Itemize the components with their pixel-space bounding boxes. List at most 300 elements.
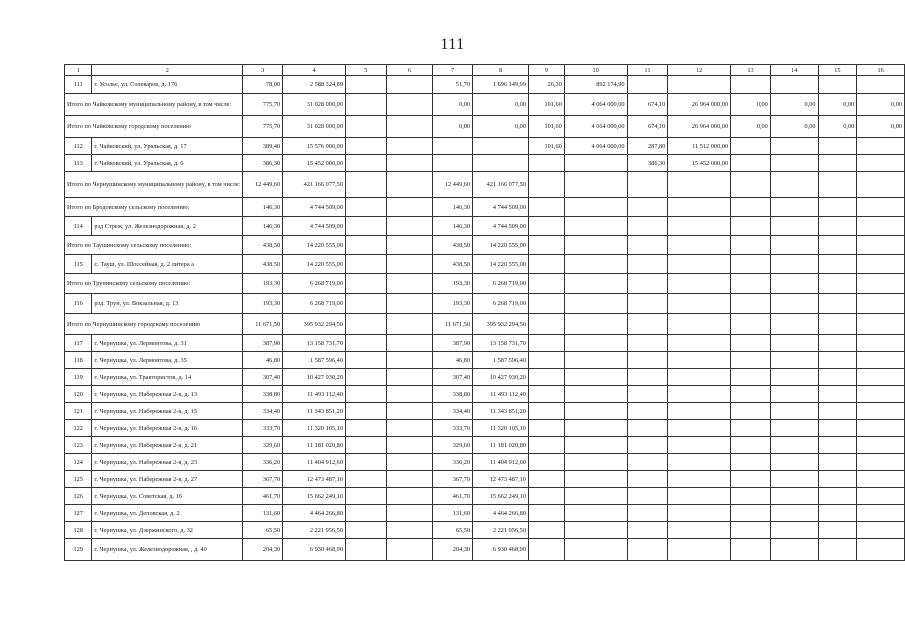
- value-cell: [627, 335, 668, 352]
- value-cell: [564, 386, 627, 403]
- address-cell: рзд. Трун, ул. Вокзальная, д. 13: [92, 294, 243, 314]
- address-cell: г. Чернушка, ул. Трактористов, д. 14: [92, 369, 243, 386]
- value-cell: [731, 76, 771, 94]
- value-cell: 146,30: [433, 217, 473, 236]
- value-cell: [668, 217, 731, 236]
- value-cell: 287,80: [627, 138, 668, 155]
- column-number-cell: 9: [528, 65, 564, 76]
- value-cell: [857, 76, 905, 94]
- value-cell: [770, 539, 818, 561]
- value-cell: [528, 471, 564, 488]
- value-cell: [857, 403, 905, 420]
- value-cell: 307,40: [433, 369, 473, 386]
- value-cell: 13 158 731,70: [473, 335, 529, 352]
- value-cell: [668, 274, 731, 294]
- value-cell: [731, 138, 771, 155]
- value-cell: 15 452 000,00: [668, 155, 731, 172]
- value-cell: [528, 198, 564, 217]
- value-cell: 307,40: [243, 369, 283, 386]
- value-cell: [731, 155, 771, 172]
- column-number-cell: 11: [627, 65, 668, 76]
- value-cell: [345, 294, 386, 314]
- value-cell: 15 662 249,10: [473, 488, 529, 505]
- value-cell: [770, 274, 818, 294]
- value-cell: [528, 522, 564, 539]
- value-cell: [627, 522, 668, 539]
- value-cell: [818, 217, 857, 236]
- value-cell: [564, 314, 627, 335]
- value-cell: [627, 386, 668, 403]
- value-cell: [345, 488, 386, 505]
- value-cell: [770, 138, 818, 155]
- value-cell: [528, 488, 564, 505]
- value-cell: [564, 255, 627, 274]
- address-cell: г. Чернушка, ул. Деповская, д. 2: [92, 505, 243, 522]
- value-cell: 438,50: [433, 236, 473, 255]
- value-cell: [473, 138, 529, 155]
- value-cell: 6 268 719,00: [473, 294, 529, 314]
- value-cell: 421 166 077,50: [473, 172, 529, 198]
- value-cell: [345, 386, 386, 403]
- value-cell: [818, 172, 857, 198]
- value-cell: [345, 335, 386, 352]
- value-cell: [818, 471, 857, 488]
- value-cell: 0,00: [770, 94, 818, 116]
- value-cell: 4 064 000,00: [564, 138, 627, 155]
- table-row: [65, 294, 905, 314]
- value-cell: 775,70: [243, 94, 283, 116]
- subtotal-label: Итого по Бродовскому сельскому поселению:: [65, 198, 243, 217]
- column-number-cell: 13: [731, 65, 771, 76]
- column-number-cell: 14: [770, 65, 818, 76]
- value-cell: [818, 138, 857, 155]
- row-number: 111: [65, 76, 92, 94]
- value-cell: [668, 352, 731, 369]
- value-cell: 4 464 266,80: [473, 505, 529, 522]
- value-cell: [564, 505, 627, 522]
- subtotal-label: Итого по Чернушинскому муниципальному району, в том числе:: [65, 172, 243, 198]
- value-cell: [627, 505, 668, 522]
- value-cell: [528, 155, 564, 172]
- value-cell: [731, 505, 771, 522]
- value-cell: [857, 294, 905, 314]
- value-cell: [731, 403, 771, 420]
- value-cell: 14 220 555,00: [473, 236, 529, 255]
- value-cell: [564, 454, 627, 471]
- value-cell: [857, 454, 905, 471]
- value-cell: [627, 76, 668, 94]
- value-cell: [770, 217, 818, 236]
- value-cell: [386, 454, 433, 471]
- table-row: [65, 352, 905, 369]
- value-cell: 389,40: [243, 138, 283, 155]
- value-cell: [345, 437, 386, 454]
- table-row: [65, 217, 905, 236]
- column-number-cell: 8: [473, 65, 529, 76]
- value-cell: [857, 471, 905, 488]
- value-cell: [818, 488, 857, 505]
- address-cell: г. Чернушка, ул. Железнодорожная, , д. 40: [92, 539, 243, 561]
- value-cell: [528, 255, 564, 274]
- subtotal-row: [65, 94, 905, 116]
- value-cell: [433, 155, 473, 172]
- value-cell: 674,10: [627, 94, 668, 116]
- row-number: 122: [65, 420, 92, 437]
- value-cell: 46,80: [243, 352, 283, 369]
- value-cell: 11 343 851,20: [283, 403, 346, 420]
- address-cell: г. Чернушка, ул. Лермонтова, д. 31: [92, 335, 243, 352]
- value-cell: [770, 236, 818, 255]
- value-cell: [528, 505, 564, 522]
- value-cell: [770, 488, 818, 505]
- value-cell: [857, 236, 905, 255]
- value-cell: [564, 539, 627, 561]
- value-cell: [345, 236, 386, 255]
- value-cell: [818, 352, 857, 369]
- value-cell: 4 464 266,80: [283, 505, 346, 522]
- row-number: 127: [65, 505, 92, 522]
- value-cell: 4 744 509,00: [473, 217, 529, 236]
- column-number-cell: 5: [345, 65, 386, 76]
- value-cell: [818, 505, 857, 522]
- value-cell: [345, 217, 386, 236]
- address-cell: г. Чернушка, ул. Набережная 2-я, д. 13: [92, 386, 243, 403]
- column-number-row: [65, 65, 905, 76]
- value-cell: 146,30: [243, 217, 283, 236]
- value-cell: [345, 76, 386, 94]
- value-cell: [564, 403, 627, 420]
- value-cell: [627, 217, 668, 236]
- value-cell: 775,70: [243, 116, 283, 138]
- page-number: 111: [440, 36, 465, 53]
- value-cell: [668, 505, 731, 522]
- value-cell: 386,30: [627, 155, 668, 172]
- value-cell: 193,30: [243, 274, 283, 294]
- value-cell: 11 493 112,40: [473, 386, 529, 403]
- value-cell: [345, 471, 386, 488]
- value-cell: [731, 172, 771, 198]
- row-number: 114: [65, 217, 92, 236]
- value-cell: [857, 314, 905, 335]
- value-cell: [857, 488, 905, 505]
- table-row: [65, 403, 905, 420]
- value-cell: 193,30: [433, 274, 473, 294]
- address-cell: г. Чернушка, ул. Набережная 2-я, д. 16: [92, 420, 243, 437]
- value-cell: 101,60: [528, 138, 564, 155]
- housing-program-table: [64, 64, 905, 561]
- value-cell: [528, 437, 564, 454]
- value-cell: [731, 471, 771, 488]
- address-cell: г. Чернушка, ул. Набережная 2-я, д. 21: [92, 437, 243, 454]
- value-cell: 6 930 468,90: [473, 539, 529, 561]
- value-cell: [731, 420, 771, 437]
- value-cell: [731, 386, 771, 403]
- value-cell: [528, 539, 564, 561]
- value-cell: [857, 155, 905, 172]
- value-cell: [627, 488, 668, 505]
- table-row: [65, 255, 905, 274]
- value-cell: [386, 522, 433, 539]
- table-row: [65, 471, 905, 488]
- value-cell: 11 181 020,80: [283, 437, 346, 454]
- row-number: 116: [65, 294, 92, 314]
- value-cell: [857, 522, 905, 539]
- value-cell: [770, 198, 818, 217]
- value-cell: 329,60: [433, 437, 473, 454]
- value-cell: [386, 76, 433, 94]
- value-cell: [528, 386, 564, 403]
- value-cell: [857, 369, 905, 386]
- value-cell: [818, 420, 857, 437]
- value-cell: 1 696 149,99: [473, 76, 529, 94]
- value-cell: [627, 471, 668, 488]
- value-cell: [564, 155, 627, 172]
- value-cell: [627, 255, 668, 274]
- value-cell: [627, 437, 668, 454]
- value-cell: 10 427 930,20: [283, 369, 346, 386]
- value-cell: [386, 352, 433, 369]
- value-cell: 46,80: [433, 352, 473, 369]
- value-cell: [345, 138, 386, 155]
- value-cell: [627, 172, 668, 198]
- value-cell: [345, 198, 386, 217]
- value-cell: [818, 386, 857, 403]
- value-cell: [731, 236, 771, 255]
- value-cell: 2 221 956,50: [283, 522, 346, 539]
- value-cell: [731, 274, 771, 294]
- value-cell: [857, 274, 905, 294]
- value-cell: 2 221 956,50: [473, 522, 529, 539]
- table-row: [65, 505, 905, 522]
- row-number: 125: [65, 471, 92, 488]
- value-cell: [564, 198, 627, 217]
- value-cell: 193,30: [433, 294, 473, 314]
- value-cell: [345, 255, 386, 274]
- value-cell: [386, 217, 433, 236]
- value-cell: [857, 420, 905, 437]
- address-cell: г. Чайковский, ул. Уральская, д. 17: [92, 138, 243, 155]
- address-cell: г. Чернушка, ул. Набережная 2-я, д. 23: [92, 454, 243, 471]
- subtotal-row: [65, 236, 905, 255]
- value-cell: [528, 403, 564, 420]
- value-cell: 11 671,50: [433, 314, 473, 335]
- value-cell: 11 320 105,10: [473, 420, 529, 437]
- value-cell: [386, 314, 433, 335]
- value-cell: [818, 76, 857, 94]
- value-cell: [564, 522, 627, 539]
- value-cell: 193,30: [243, 294, 283, 314]
- value-cell: [668, 255, 731, 274]
- value-cell: 336,20: [433, 454, 473, 471]
- value-cell: [345, 94, 386, 116]
- table-row: [65, 437, 905, 454]
- value-cell: 438,50: [243, 236, 283, 255]
- table-row: [65, 76, 905, 94]
- value-cell: [564, 437, 627, 454]
- value-cell: 334,40: [433, 403, 473, 420]
- value-cell: 329,60: [243, 437, 283, 454]
- value-cell: [345, 172, 386, 198]
- value-cell: 204,30: [433, 539, 473, 561]
- value-cell: [668, 471, 731, 488]
- value-cell: [564, 217, 627, 236]
- subtotal-row: [65, 274, 905, 294]
- value-cell: [818, 198, 857, 217]
- value-cell: 1 587 596,40: [283, 352, 346, 369]
- value-cell: [770, 369, 818, 386]
- row-number: 129: [65, 539, 92, 561]
- value-cell: [857, 198, 905, 217]
- value-cell: [386, 420, 433, 437]
- value-cell: [668, 454, 731, 471]
- subtotal-row: [65, 314, 905, 335]
- value-cell: 11 181 020,80: [473, 437, 529, 454]
- value-cell: [668, 403, 731, 420]
- value-cell: 2 588 324,89: [283, 76, 346, 94]
- value-cell: 15 662 249,10: [283, 488, 346, 505]
- value-cell: [345, 274, 386, 294]
- value-cell: [386, 274, 433, 294]
- value-cell: [345, 403, 386, 420]
- value-cell: 14 220 555,00: [283, 236, 346, 255]
- value-cell: 395 932 294,50: [473, 314, 529, 335]
- value-cell: 6 268 719,00: [473, 274, 529, 294]
- value-cell: 0,00: [473, 116, 529, 138]
- value-cell: [770, 314, 818, 335]
- value-cell: 333,70: [243, 420, 283, 437]
- value-cell: [818, 437, 857, 454]
- value-cell: [731, 539, 771, 561]
- value-cell: 421 166 077,50: [283, 172, 346, 198]
- table-row: [65, 454, 905, 471]
- value-cell: 11 493 112,40: [283, 386, 346, 403]
- address-cell: г. Усолье, ул. Солеваров, д. 176: [92, 76, 243, 94]
- value-cell: [668, 539, 731, 561]
- subtotal-label: Итого по Чайковскому городскому поселению: [65, 116, 243, 138]
- value-cell: 892 174,90: [564, 76, 627, 94]
- value-cell: [345, 420, 386, 437]
- column-number-cell: 3: [243, 65, 283, 76]
- value-cell: 15 452 000,00: [283, 155, 346, 172]
- address-cell: г. Чернушка, ул. Советская, д. 16: [92, 488, 243, 505]
- table-row: [65, 335, 905, 352]
- address-cell: г. Чернушка, ул. Дзержинского, д. 32: [92, 522, 243, 539]
- value-cell: [386, 138, 433, 155]
- value-cell: [668, 335, 731, 352]
- value-cell: 0,00: [433, 94, 473, 116]
- value-cell: 65,50: [433, 522, 473, 539]
- value-cell: [627, 274, 668, 294]
- value-cell: [345, 314, 386, 335]
- value-cell: [627, 539, 668, 561]
- value-cell: [627, 352, 668, 369]
- table-row: [65, 386, 905, 403]
- value-cell: 14 220 555,00: [283, 255, 346, 274]
- value-cell: [818, 335, 857, 352]
- value-cell: [770, 420, 818, 437]
- value-cell: 31 028 000,00: [283, 94, 346, 116]
- value-cell: [386, 488, 433, 505]
- value-cell: [731, 335, 771, 352]
- table-row: [65, 369, 905, 386]
- value-cell: [433, 138, 473, 155]
- row-number: 117: [65, 335, 92, 352]
- value-cell: [564, 335, 627, 352]
- column-number-cell: 15: [818, 65, 857, 76]
- value-cell: [818, 539, 857, 561]
- value-cell: [731, 437, 771, 454]
- value-cell: [668, 314, 731, 335]
- value-cell: 0,00: [818, 116, 857, 138]
- column-number-cell: 1: [65, 65, 92, 76]
- value-cell: 0,00: [857, 94, 905, 116]
- value-cell: 11 320 105,10: [283, 420, 346, 437]
- value-cell: [731, 294, 771, 314]
- value-cell: [528, 420, 564, 437]
- value-cell: 461,70: [243, 488, 283, 505]
- row-number: 112: [65, 138, 92, 155]
- value-cell: [770, 255, 818, 274]
- value-cell: [386, 116, 433, 138]
- value-cell: 461,70: [433, 488, 473, 505]
- value-cell: 10 427 930,20: [473, 369, 529, 386]
- value-cell: [857, 386, 905, 403]
- address-cell: г. Чайковский, ул. Уральская, д. 6: [92, 155, 243, 172]
- value-cell: [731, 198, 771, 217]
- value-cell: 367,70: [243, 471, 283, 488]
- table-row: [65, 420, 905, 437]
- value-cell: [564, 352, 627, 369]
- value-cell: 674,10: [627, 116, 668, 138]
- value-cell: [668, 420, 731, 437]
- table-row: [65, 539, 905, 561]
- value-cell: [668, 386, 731, 403]
- value-cell: [770, 76, 818, 94]
- value-cell: [528, 294, 564, 314]
- value-cell: [528, 236, 564, 255]
- value-cell: [668, 488, 731, 505]
- row-number: 121: [65, 403, 92, 420]
- value-cell: [731, 217, 771, 236]
- value-cell: 0,00: [770, 116, 818, 138]
- value-cell: [668, 294, 731, 314]
- value-cell: [731, 488, 771, 505]
- value-cell: [564, 172, 627, 198]
- value-cell: [627, 454, 668, 471]
- row-number: 115: [65, 255, 92, 274]
- value-cell: [770, 352, 818, 369]
- value-cell: [857, 505, 905, 522]
- value-cell: 438,50: [243, 255, 283, 274]
- value-cell: 12 449,60: [243, 172, 283, 198]
- value-cell: [731, 352, 771, 369]
- value-cell: 0,00: [731, 116, 771, 138]
- value-cell: 4 744 509,00: [283, 217, 346, 236]
- value-cell: 11 404 912,60: [283, 454, 346, 471]
- value-cell: [857, 255, 905, 274]
- value-cell: [770, 403, 818, 420]
- value-cell: 367,70: [433, 471, 473, 488]
- value-cell: [386, 294, 433, 314]
- value-cell: [668, 198, 731, 217]
- value-cell: 12 449,60: [433, 172, 473, 198]
- value-cell: 65,50: [243, 522, 283, 539]
- value-cell: 12 473 487,10: [473, 471, 529, 488]
- row-number: 124: [65, 454, 92, 471]
- row-number: 119: [65, 369, 92, 386]
- subtotal-label: Итого по Трунинскому сельскому поселению:: [65, 274, 243, 294]
- address-cell: г. Чернушка, ул. Набережная 2-я, д. 27: [92, 471, 243, 488]
